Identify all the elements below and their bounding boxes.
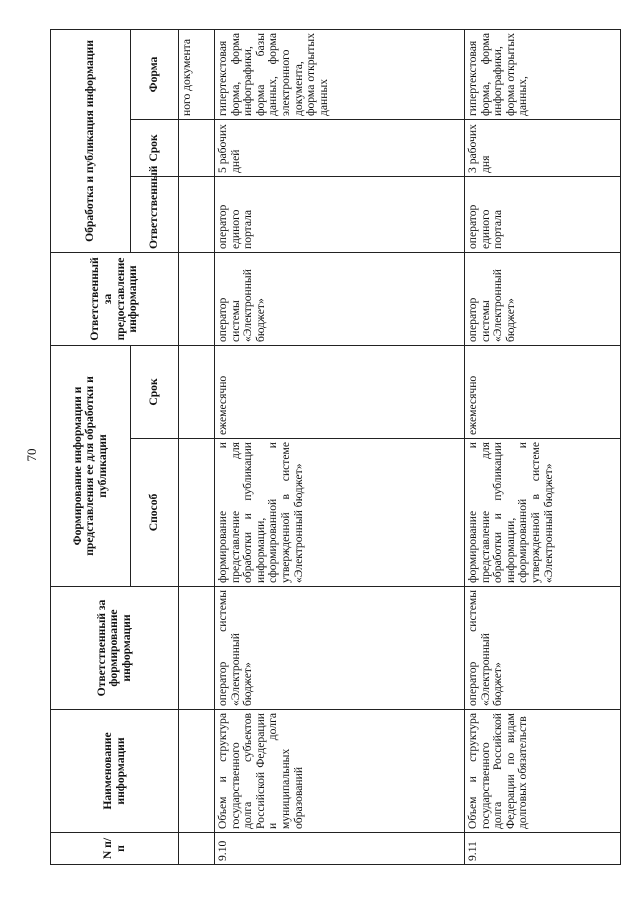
row-num: 9.11 (465, 833, 621, 865)
row-term: ежемесячно (215, 346, 465, 439)
row-name: Объем и структура государственного долга Российской Федерации по видам долговых обязательств (465, 710, 621, 833)
row-num: 9.10 (215, 833, 465, 865)
header-pub-form: Форма (131, 30, 179, 120)
table-row (215, 30, 465, 865)
header-row-1 (51, 30, 131, 865)
page-number: 70 (24, 448, 39, 462)
row-responsible: оператор единого портала (465, 177, 621, 253)
row-pub-form: гипертекстовая форма, форма инфографики, форма открытых данных, (465, 30, 621, 120)
row-method: формирование и представление для обработки и публикации информации, сформированной и утвержденной в системе «Электронный бюджет» (465, 439, 621, 587)
row-pub-term: 5 рабочих дней (215, 120, 465, 177)
header-name: Наименование информации (51, 710, 179, 833)
row-resp-provide: оператор системы «Электронный бюджет» (215, 253, 465, 346)
header-processing: Обработка и публикация информации (51, 30, 131, 253)
header-num: N п/п (51, 833, 179, 865)
carryover-form: ного документа (179, 30, 215, 120)
header-responsible: Ответственный (131, 177, 179, 253)
row-resp-form: оператор системы «Электронный бюджет» (465, 587, 621, 710)
carryover-row (179, 30, 215, 865)
header-resp-form: Ответственный за формирование информации (51, 587, 179, 710)
row-pub-form: гипертекстовая форма, форма инфографики, форма базы данных, форма электронного документа, форма открытых данных (215, 30, 465, 120)
information-table (50, 29, 621, 865)
row-resp-provide: оператор системы «Электронный бюджет» (465, 253, 621, 346)
rotated-table-wrapper (50, 30, 620, 865)
row-responsible: оператор единого портала (215, 177, 465, 253)
header-method: Способ (131, 439, 179, 587)
row-term: ежемесячно (465, 346, 621, 439)
header-resp-provide: Ответственный за предоставление информации (51, 253, 179, 346)
table-row (465, 30, 621, 865)
row-name: Объем и структура государственного долга субъектов Российской Федерации и долга муниципальных образований (215, 710, 465, 833)
row-method: формирование и представление для обработки и публикации информации, сформированной и утвержденной в системе «Электронный бюджет» (215, 439, 465, 587)
header-formation: Формирование информации и представления ее для обработки и публикации (51, 346, 131, 587)
row-resp-form: оператор системы «Электронный бюджет» (215, 587, 465, 710)
header-term: Срок (131, 346, 179, 439)
header-pub-term: Срок (131, 120, 179, 177)
row-pub-term: 3 рабочих дня (465, 120, 621, 177)
